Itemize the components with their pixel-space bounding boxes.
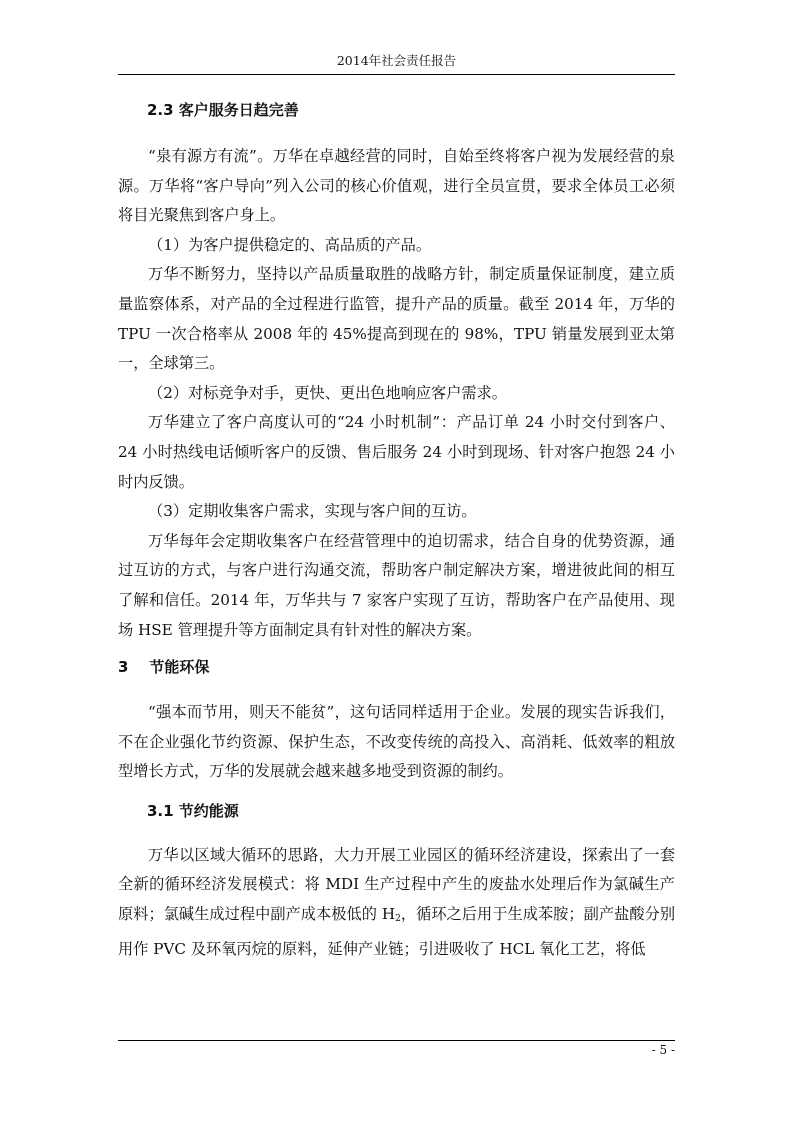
paragraph: （1）为客户提供稳定的、高品质的产品。: [148, 235, 432, 254]
paragraph-text: 万华以区域大循环的思路，大力开展工业园区的循环经济建设，探索出了一套全新的循环经济发展模式：将 MDI 生产过程中产生的废盐水处理后作为氯碱生产原料；氯碱生成过程中副产成本极低的 H: [118, 845, 675, 924]
paragraph: 万华不断努力，坚持以产品质量取胜的战略方针，制定质量保证制度，建立质量监察体系，对产品的全过程进行监管，提升产品的质量。截至 2014 年，万华的 TPU 一次合格率从 2008 年的 45%提高到现在的 98%，TPU 销量发展到亚太第一，全球第三。: [118, 265, 675, 373]
paragraph: “泉有源方有流”。万华在卓越经营的同时，自始至终将客户视为发展经营的泉源。万华将“客户导向”列入公司的核心价值观，进行全员宣贯，要求全体员工必须将目光聚焦到客户身上。: [118, 147, 675, 225]
page-body: [118, 100, 675, 964]
paragraph: 万华每年会定期收集客户在经营管理中的迫切需求，结合自身的优势资源，通过互访的方式，与客户进行沟通交流，帮助客户制定解决方案，增进彼此间的相互了解和信任。2014 年，万华共与 7 家客户实现了互访，帮助客户在产品使用、现场 HSE 管理提升等方面制定具有针对性的解决方案。: [118, 531, 675, 639]
subscript: 2: [395, 914, 401, 925]
section-heading-2-3: 2.3 客户服务日趋完善: [147, 101, 299, 119]
paragraph: 万华建立了客户高度认可的“24 小时机制”：产品订单 24 小时交付到客户、24 小时热线电话倾听客户的反馈、售后服务 24 小时到现场、针对客户抱怨 24 小时内反馈。: [118, 413, 675, 491]
section-heading-3: 3 节能环保: [118, 658, 210, 677]
section-heading-3-1: 3.1 节约能源: [147, 801, 239, 820]
paragraph: （2）对标竞争对手，更快、更出色地响应客户需求。: [148, 383, 507, 402]
page-footer: [118, 1040, 675, 1057]
header-title: 2014年社会责任报告: [336, 53, 457, 68]
paragraph: [118, 841, 675, 964]
paragraph: “强本而节用，则天不能贫”，这句话同样适用于企业。发展的现实告诉我们，不在企业强化节约资源、保护生态，不改变传统的高投入、高消耗、低效率的粗放型增长方式，万华的发展就会越来越多地受到资源的制约。: [118, 703, 675, 781]
paragraph-text: ，循环之后用于生成苯胺；副产盐酸分别用作 PVC 及环氧丙烷的原料，延伸产业链；引进吸收了 HCL 氧化工艺，将低: [118, 905, 676, 958]
page-number: - 5 -: [651, 1043, 675, 1057]
page-header: [118, 52, 675, 75]
paragraph: （3）定期收集客户需求，实现与客户间的互访。: [148, 502, 477, 521]
